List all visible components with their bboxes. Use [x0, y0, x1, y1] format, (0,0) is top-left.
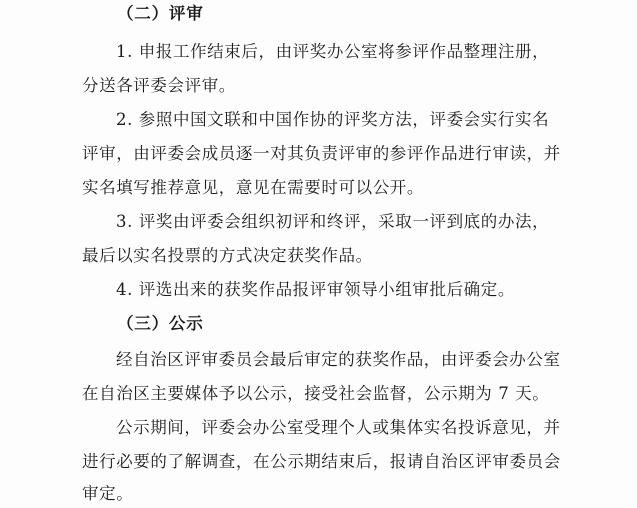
section-heading-publicity: （三）公示	[117, 314, 204, 333]
publicity-paragraph-2-line-2: 进行必要的了解调查，在公示期结束后，报请自治区评审委员会	[82, 452, 561, 471]
review-item-3-line-2: 最后以实名投票的方式决定获奖作品。	[82, 246, 373, 265]
review-item-2-line-2: 评审，由评委会成员逐一对其负责评审的参评作品进行审读，并	[82, 144, 561, 163]
publicity-paragraph-2-line-3: 审定。	[82, 484, 134, 503]
review-item-2-line-1: 2. 参照中国文联和中国作协的评奖方法，评委会实行实名	[116, 110, 550, 129]
review-item-1-line-2: 分送各评委会评审。	[82, 76, 236, 95]
review-item-1-line-1: 1. 申报工作结束后，由评奖办公室将参评作品整理注册，	[116, 42, 550, 61]
publicity-paragraph-1-line-1: 经自治区评审委员会最后审定的获奖作品，由评委会办公室	[116, 350, 561, 369]
publicity-paragraph-1-line-2: 在自治区主要媒体予以公示，接受社会监督，公示期为 7 天。	[82, 384, 550, 403]
section-heading-review: （二）评审	[117, 4, 204, 23]
review-item-4-line-1: 4. 评选出来的获奖作品报评审领导小组审批后确定。	[116, 280, 515, 299]
publicity-paragraph-2-line-1: 公示期间，评委会办公室受理个人或集体实名投诉意见，并	[116, 418, 561, 437]
review-item-2-line-3: 实名填写推荐意见，意见在需要时可以公开。	[82, 178, 424, 197]
review-item-3-line-1: 3. 评奖由评委会组织初评和终评，采取一评到底的办法，	[116, 212, 550, 231]
